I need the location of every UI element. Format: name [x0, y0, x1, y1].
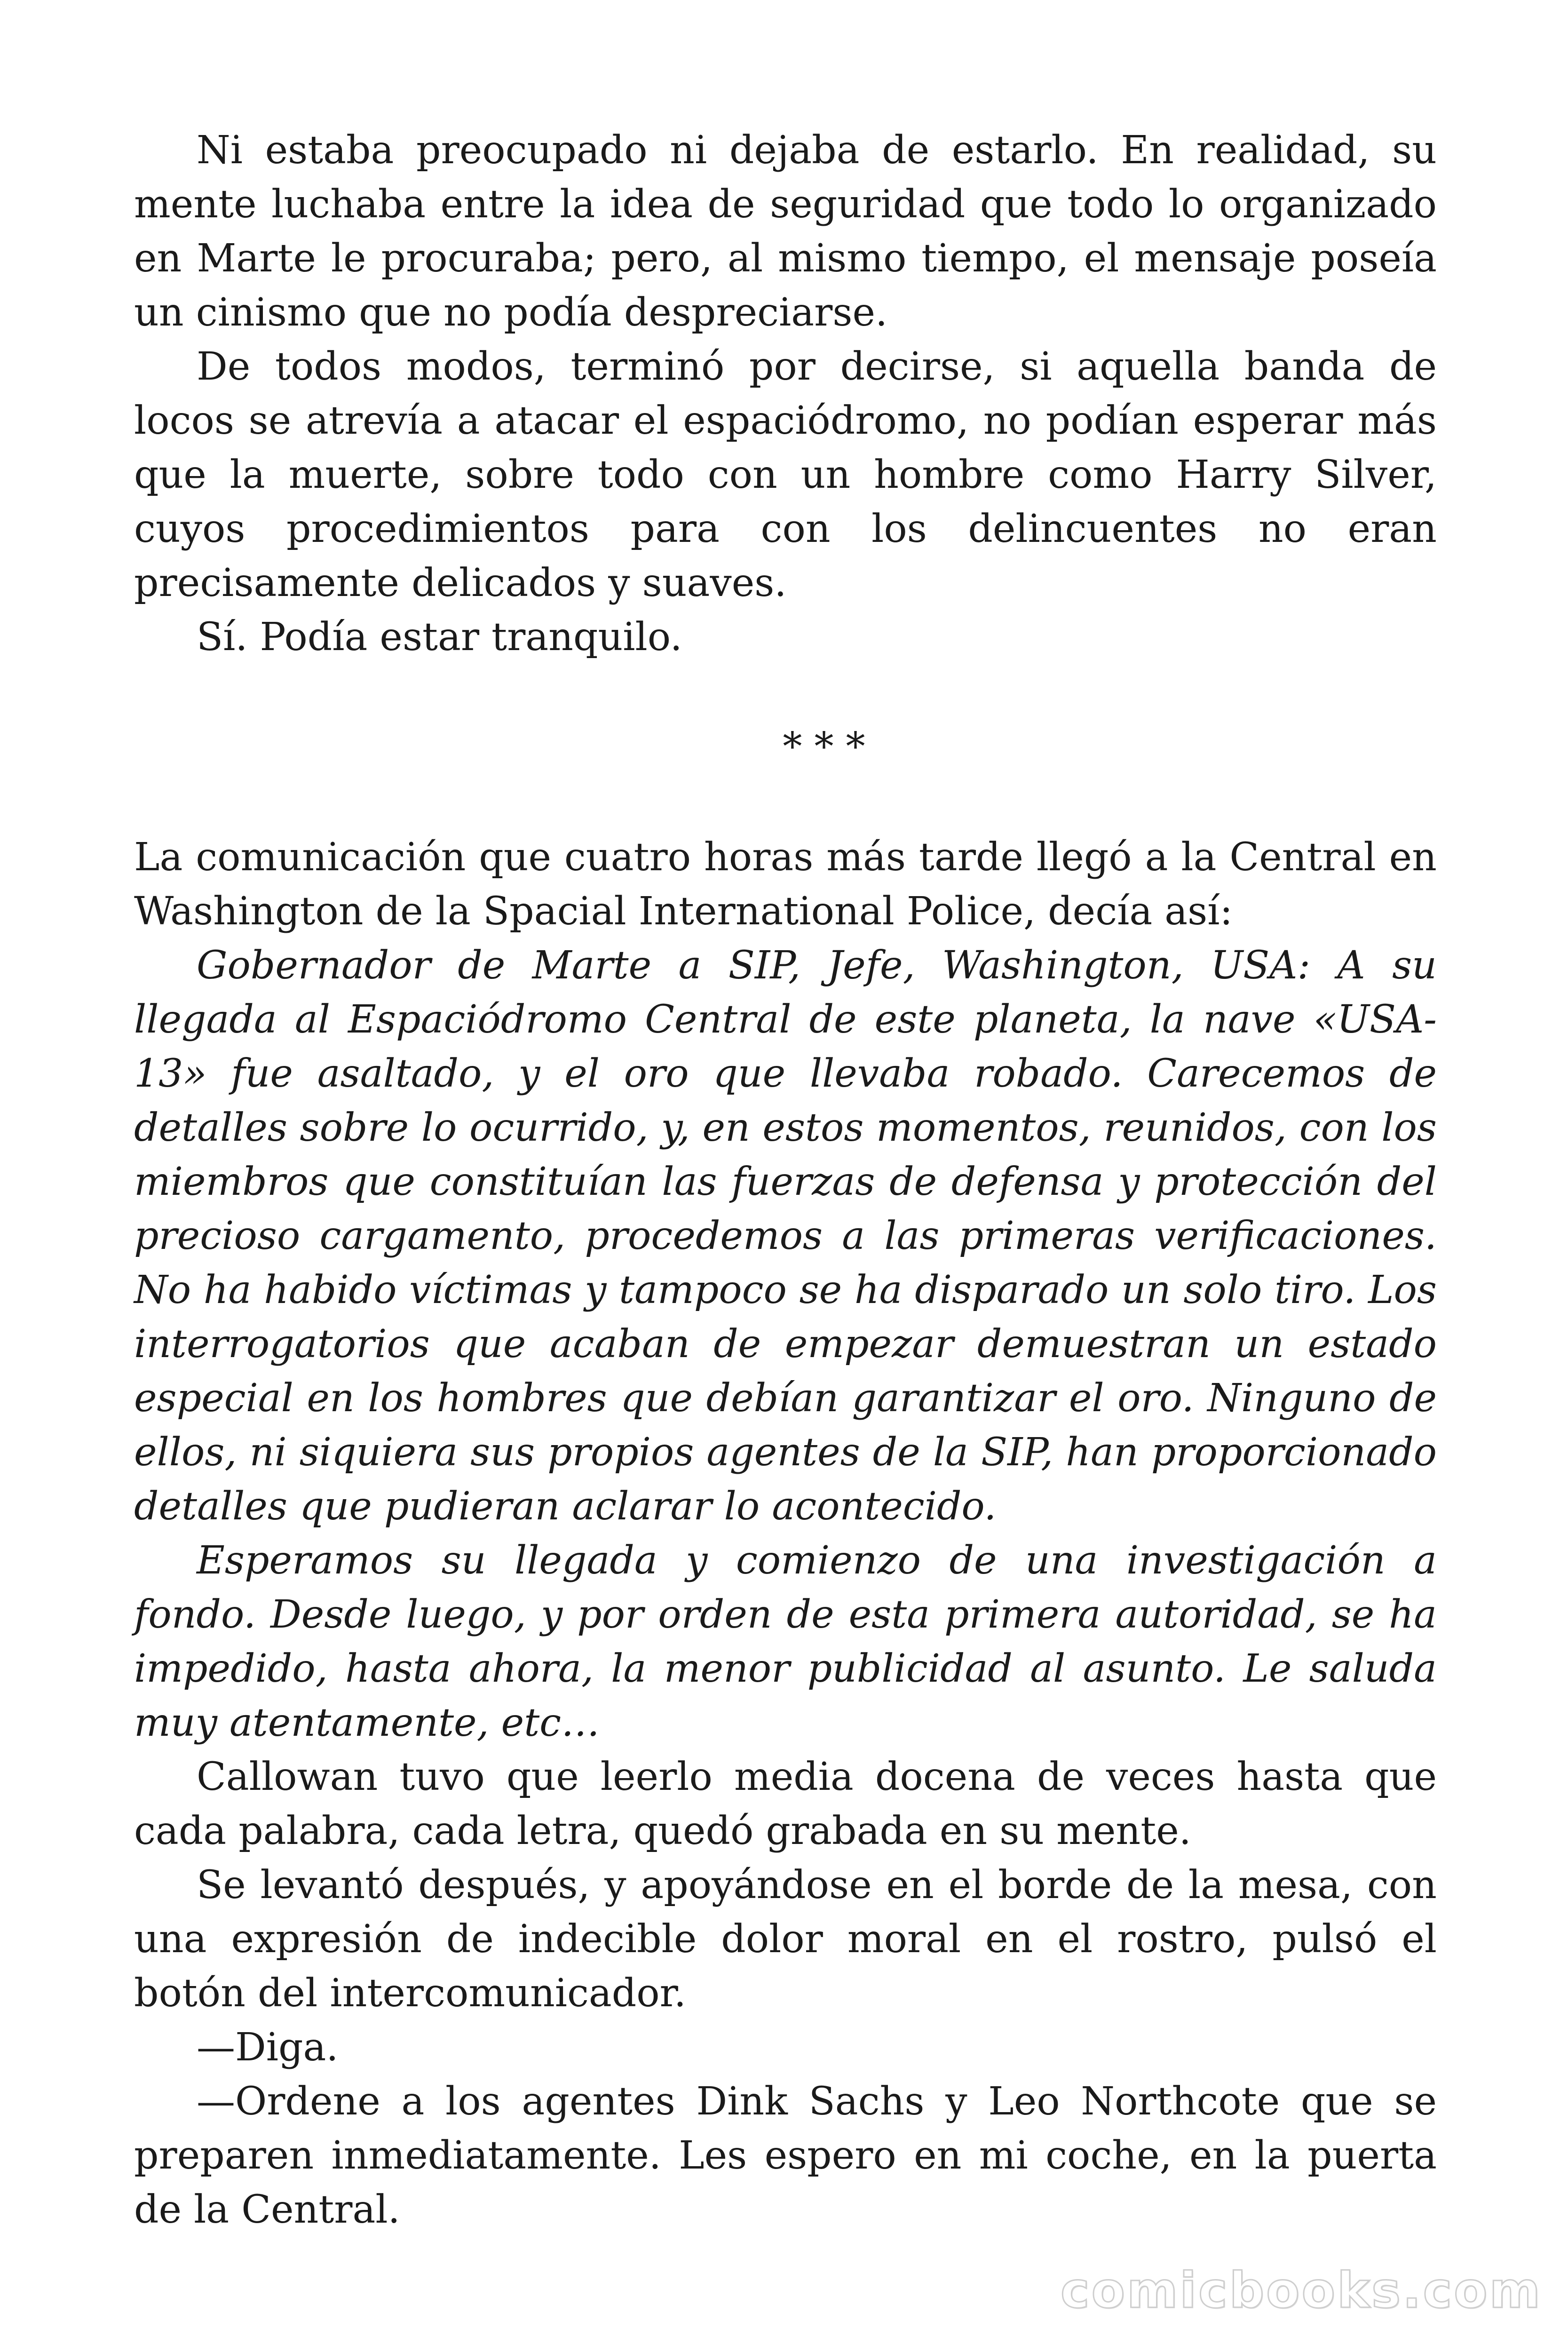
text-section-bottom	[134, 830, 1437, 2237]
telegram-paragraph: Gobernador de Marte a SIP, Jefe, Washington, USA: A su llegada al Espaciódromo Central de este planeta, la nave «USA-13» fue asaltado, y el oro que llevaba robado. Carecemos de detalles sobre lo ocurrido, y, en estos momentos, reunidos, con los miembros que constituían las fuerzas de defensa y protección del precioso cargamento, procedemos a las primeras verificaciones. No ha habido víctimas y tampoco se ha disparado un solo tiro. Los interrogatorios que acaban de empezar demuestran un estado especial en los hombres que debían garantizar el oro. Ninguno de ellos, ni siquiera sus propios agentes de la SIP, han proporcionado detalles que pudieran aclarar lo acontecido.	[134, 943, 1437, 1529]
site-watermark: comicbooks.com	[1060, 2262, 1542, 2319]
dialogue-line: —Ordene a los agentes Dink Sachs y Leo Northcote que se preparen inmediatamente. Les espero en mi coche, en la puerta de la Central.	[134, 2079, 1437, 2232]
paragraph: La comunicación que cuatro horas más tarde llegó a la Central en Washington de la Spacial International Police, decía así:	[134, 835, 1437, 934]
paragraph: Se levantó después, y apoyándose en el borde de la mesa, con una expresión de indecible dolor moral en el rostro, pulsó el botón del intercomunicador.	[134, 1863, 1437, 2016]
scene-separator: * * *	[783, 724, 865, 769]
paragraph: De todos modos, terminó por decirse, si aquella banda de locos se atrevía a atacar el espaciódromo, no podían esperar más que la muerte, sobre todo con un hombre como Harry Silver, cuyos procedimientos para con los delincuentes no eran precisamente delicados y suaves.	[134, 344, 1437, 605]
paragraph: Ni estaba preocupado ni dejaba de estarlo. En realidad, su mente luchaba entre la idea de seguridad que todo lo organizado en Marte le procuraba; pero, al mismo tiempo, el mensaje poseía un cinismo que no podía despreciarse.	[134, 128, 1437, 335]
paragraph: Sí. Podía estar tranquilo.	[197, 615, 682, 660]
paragraph: Callowan tuvo que leerlo media docena de veces hasta que cada palabra, cada letra, quedó grabada en su mente.	[134, 1755, 1437, 1853]
telegram-paragraph: Esperamos su llegada y comienzo de una investigación a fondo. Desde luego, y por orden de esta primera autoridad, se ha impedido, hasta ahora, la menor publicidad al asunto. Le saluda muy atentamente, etc…	[134, 1538, 1437, 1745]
dialogue-line: —Diga.	[197, 2025, 339, 2070]
text-section-top	[134, 123, 1437, 664]
